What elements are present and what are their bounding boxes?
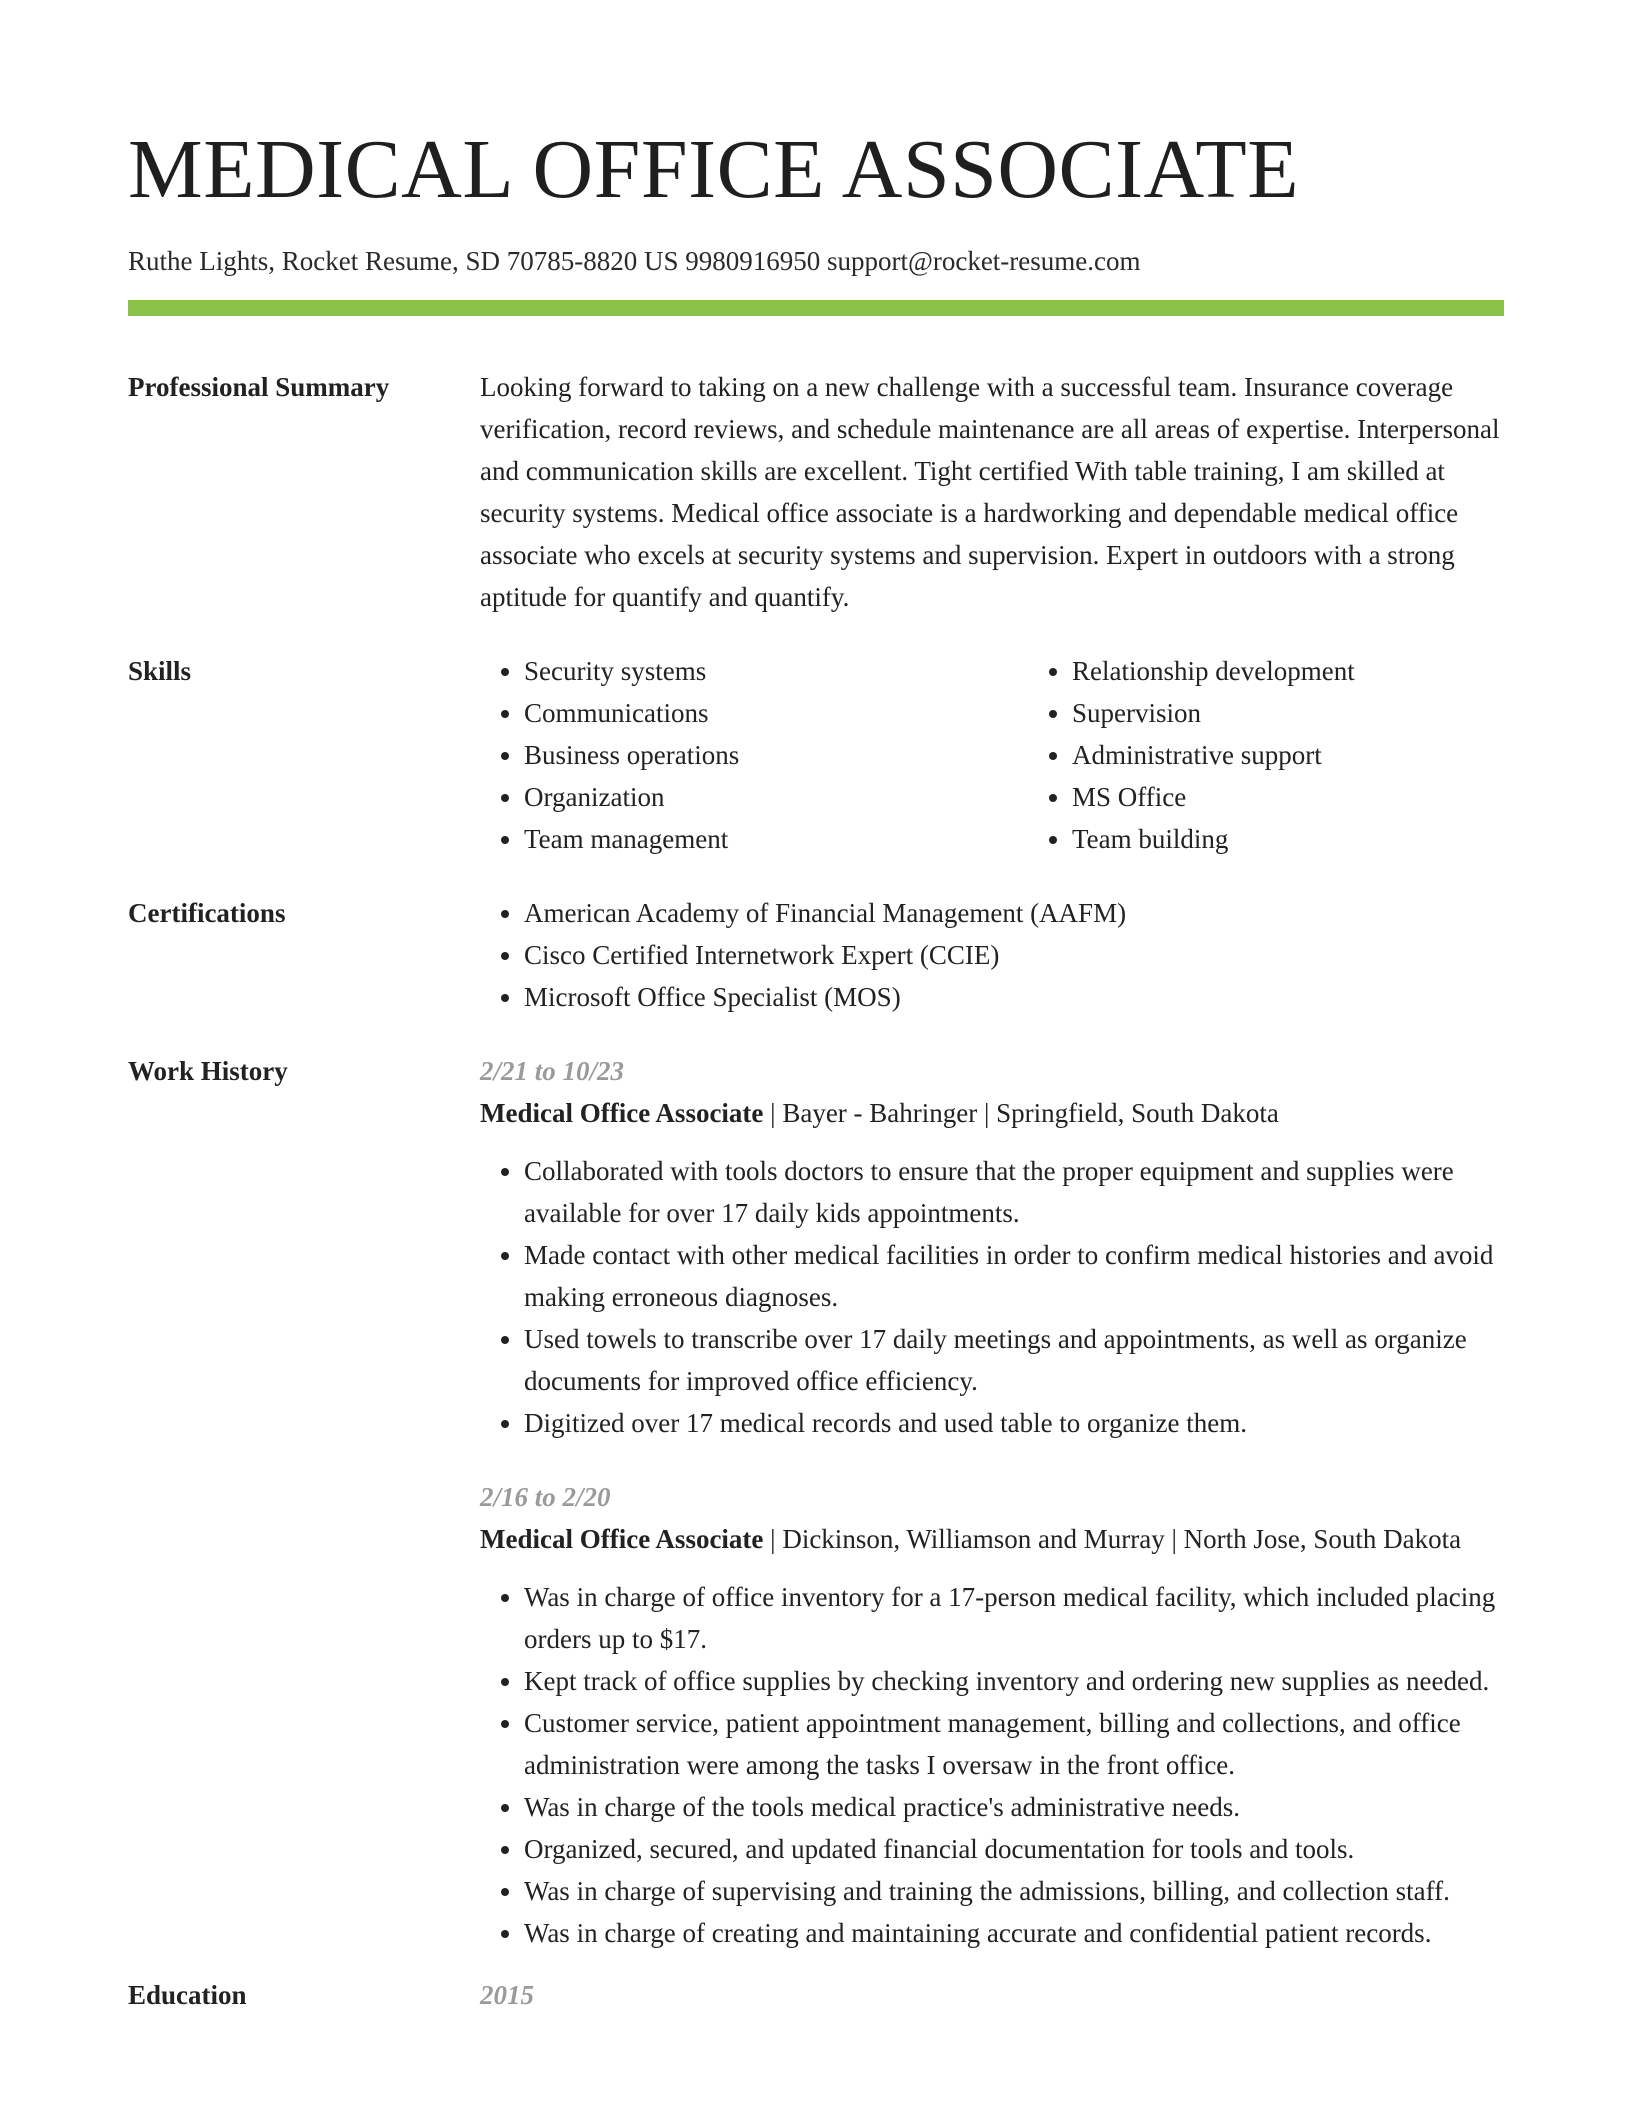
job-entry xyxy=(480,1050,1504,1444)
certifications-body xyxy=(480,892,1504,1018)
skills-columns xyxy=(480,650,1504,860)
job-bullet: • Customer service, patient appointment management, billing and collections, and office administration were among the tasks I oversaw in the front office. xyxy=(524,1702,1504,1786)
certifications-list xyxy=(480,892,1504,1018)
skill-item: • Relationship development xyxy=(1072,650,1532,692)
section-label-work-history: Work History xyxy=(128,1056,288,1086)
education-section xyxy=(128,1974,1504,2016)
certification-item: • Cisco Certified Internetwork Expert (CCIE) xyxy=(524,934,1504,976)
job-bullet: • Organized, secured, and updated financial documentation for tools and tools. xyxy=(524,1828,1504,1870)
job-heading xyxy=(480,1518,1504,1560)
job-role: Medical Office Associate xyxy=(480,1098,764,1128)
accent-divider xyxy=(128,300,1504,316)
job-bullet: • Was in charge of supervising and training the admissions, billing, and collection staff. xyxy=(524,1870,1504,1912)
skill-item: • Business operations xyxy=(524,734,984,776)
skill-item: • Administrative support xyxy=(1072,734,1532,776)
job-entry xyxy=(480,1476,1504,1954)
skill-item: • Organization xyxy=(524,776,984,818)
job-bullet: • Was in charge of the tools medical practice's administrative needs. xyxy=(524,1786,1504,1828)
certification-item: • American Academy of Financial Management (AAFM) xyxy=(524,892,1504,934)
section-label-skills: Skills xyxy=(128,656,192,686)
section-label-summary: Professional Summary xyxy=(128,372,390,402)
job-bullets xyxy=(480,1576,1504,1954)
skill-item: • Security systems xyxy=(524,650,984,692)
job-bullet: • Digitized over 17 medical records and used table to organize them. xyxy=(524,1402,1504,1444)
resume-page xyxy=(128,0,1504,2016)
job-heading xyxy=(480,1092,1504,1134)
job-employer-location: | Dickinson, Williamson and Murray | North Jose, South Dakota xyxy=(763,1524,1462,1554)
skill-item: • Communications xyxy=(524,692,984,734)
section-label-certifications: Certifications xyxy=(128,898,286,928)
contact-line: Ruthe Lights, Rocket Resume, SD 70785-8820 US 9980916950 support@rocket-resume.com xyxy=(128,246,1141,276)
job-bullet: • Collaborated with tools doctors to ensure that the proper equipment and supplies were available for over 17 daily kids appointments. xyxy=(524,1150,1504,1234)
job-bullet: • Was in charge of office inventory for a 17-person medical facility, which included placing orders up to $17. xyxy=(524,1576,1504,1660)
job-employer-location: | Bayer - Bahringer | Springfield, South Dakota xyxy=(763,1098,1279,1128)
job-bullet: • Made contact with other medical facilities in order to confirm medical histories and avoid making erroneous diagnoses. xyxy=(524,1234,1504,1318)
job-role: Medical Office Associate xyxy=(480,1524,764,1554)
skill-item: • MS Office xyxy=(1072,776,1532,818)
certifications-section xyxy=(128,892,1504,1018)
job-bullet: • Used towels to transcribe over 17 daily meetings and appointments, as well as organize documents for improved office efficiency. xyxy=(524,1318,1504,1402)
job-bullets xyxy=(480,1150,1504,1444)
skills-list-right xyxy=(1028,650,1532,860)
summary-text: Looking forward to taking on a new challenge with a successful team. Insurance coverage verification, record reviews, and schedule maintenance are all areas of expertise. Interpersonal and communication skills are excellent. Tight certified With table training, I am skilled at security systems. Medical office associate is a hardworking and dependable medical office associate who excels at security systems and supervision. Expert in outdoors with a strong aptitude for quantify and quantify. xyxy=(480,372,1500,612)
skill-item: • Supervision xyxy=(1072,692,1532,734)
job-bullet: • Was in charge of creating and maintaining accurate and confidential patient records. xyxy=(524,1912,1504,1954)
education-year: 2015 xyxy=(480,1980,534,2010)
section-label-education: Education xyxy=(128,1980,247,2010)
job-bullet: • Kept track of office supplies by checking inventory and ordering new supplies as needed. xyxy=(524,1660,1504,1702)
skill-item: • Team management xyxy=(524,818,984,860)
work-history-body xyxy=(480,1050,1504,1954)
job-dates: 2/21 to 10/23 xyxy=(480,1056,625,1086)
skill-item: • Team building xyxy=(1072,818,1532,860)
certification-item: • Microsoft Office Specialist (MOS) xyxy=(524,976,1504,1018)
summary-section xyxy=(128,366,1504,618)
work-history-section xyxy=(128,1050,1504,1954)
skills-section xyxy=(128,650,1504,860)
resume-title: MEDICAL OFFICE ASSOCIATE xyxy=(128,123,1300,216)
skills-list-left xyxy=(480,650,984,860)
job-dates: 2/16 to 2/20 xyxy=(480,1482,611,1512)
